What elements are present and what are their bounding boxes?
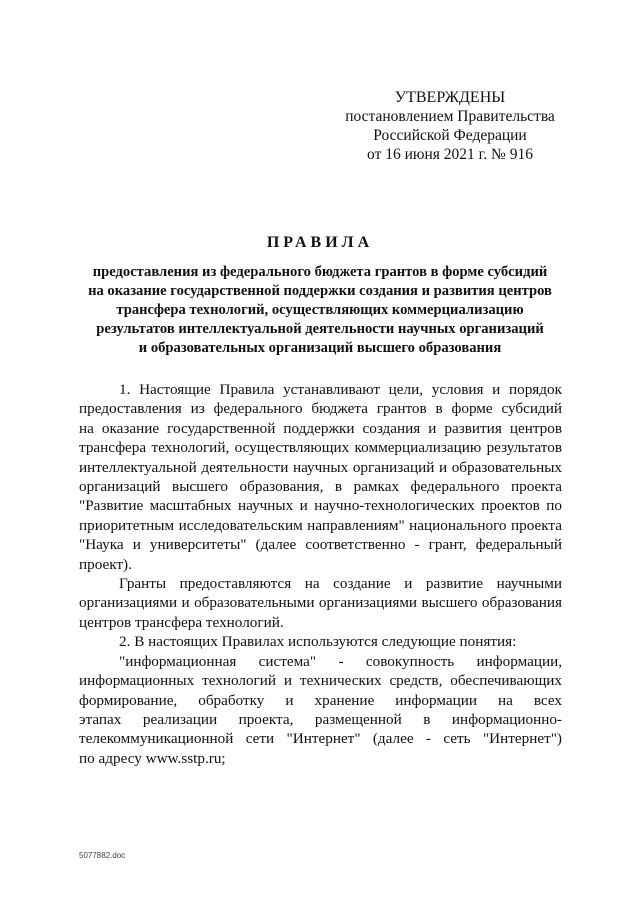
document-title: ПРАВИЛА: [266, 234, 374, 251]
body-line: центров трансфера технологий.: [79, 613, 284, 631]
body-line: этапах реализации проекта, размещенной в информационно-: [79, 710, 562, 728]
approval-block: [330, 88, 570, 164]
approval-line-2: Российской Федерации: [373, 127, 527, 144]
body-line: организациями и образовательными организациями высшего образования: [79, 594, 562, 612]
body-line: приоритетным исследовательским направлениям" национального проекта: [79, 516, 562, 534]
body-line: трансфера технологий, осуществляющих коммерциализацию результатов: [79, 439, 562, 457]
body-line: "Наука и университеты" (далее соответственно - грант, федеральный: [79, 536, 562, 554]
body-line: 1. Настоящие Правила устанавливают цели, условия и порядок: [119, 381, 562, 398]
body-line: проект).: [79, 555, 132, 573]
approval-heading: УТВЕРЖДЕНЫ: [394, 89, 506, 106]
body-line: формирование, обработку и хранение информации на всех: [79, 691, 562, 709]
document-subtitle: [80, 263, 560, 358]
body-line: телекоммуникационной сети "Интернет" (далее - сеть "Интернет"): [79, 730, 562, 748]
subtitle-line: и образовательных организаций высшего образования: [138, 340, 502, 356]
body-line: на оказание государственной поддержки создания и развития центров: [79, 419, 562, 437]
body-line: "информационная система" - совокупность информации,: [119, 652, 562, 670]
subtitle-line: предоставления из федерального бюджета грантов в форме субсидий: [92, 264, 548, 280]
approval-line-1: постановлением Правительства: [345, 108, 555, 125]
body-line: 2. В настоящих Правилах используются следующие понятия:: [119, 633, 517, 651]
body-line: организаций высшего образования, в рамках федерального проекта: [79, 478, 562, 496]
approval-line-3: от 16 июня 2021 г. № 916: [367, 146, 533, 163]
body-line: Гранты предоставляются на создание и развитие научными: [119, 575, 562, 593]
subtitle-line: результатов интеллектуальной деятельности научных организаций: [96, 321, 544, 337]
file-reference: 5077882.doc: [79, 851, 126, 860]
body-line: предоставления из федерального бюджета грантов в форме субсидий: [79, 400, 562, 418]
document-body: [79, 380, 562, 768]
body-line: по адресу www.sstp.ru;: [79, 749, 226, 767]
body-line: информационных технологий и технических средств, обеспечивающих: [79, 672, 562, 690]
subtitle-line: трансфера технологий, осуществляющих коммерциализацию: [116, 302, 524, 318]
subtitle-line: на оказание государственной поддержки создания и развития центров: [88, 283, 552, 299]
body-line: интеллектуальной деятельности научных организаций и образовательных: [79, 458, 562, 476]
body-line: "Развитие масштабных научных и научно-технологических проектов по: [79, 497, 562, 515]
